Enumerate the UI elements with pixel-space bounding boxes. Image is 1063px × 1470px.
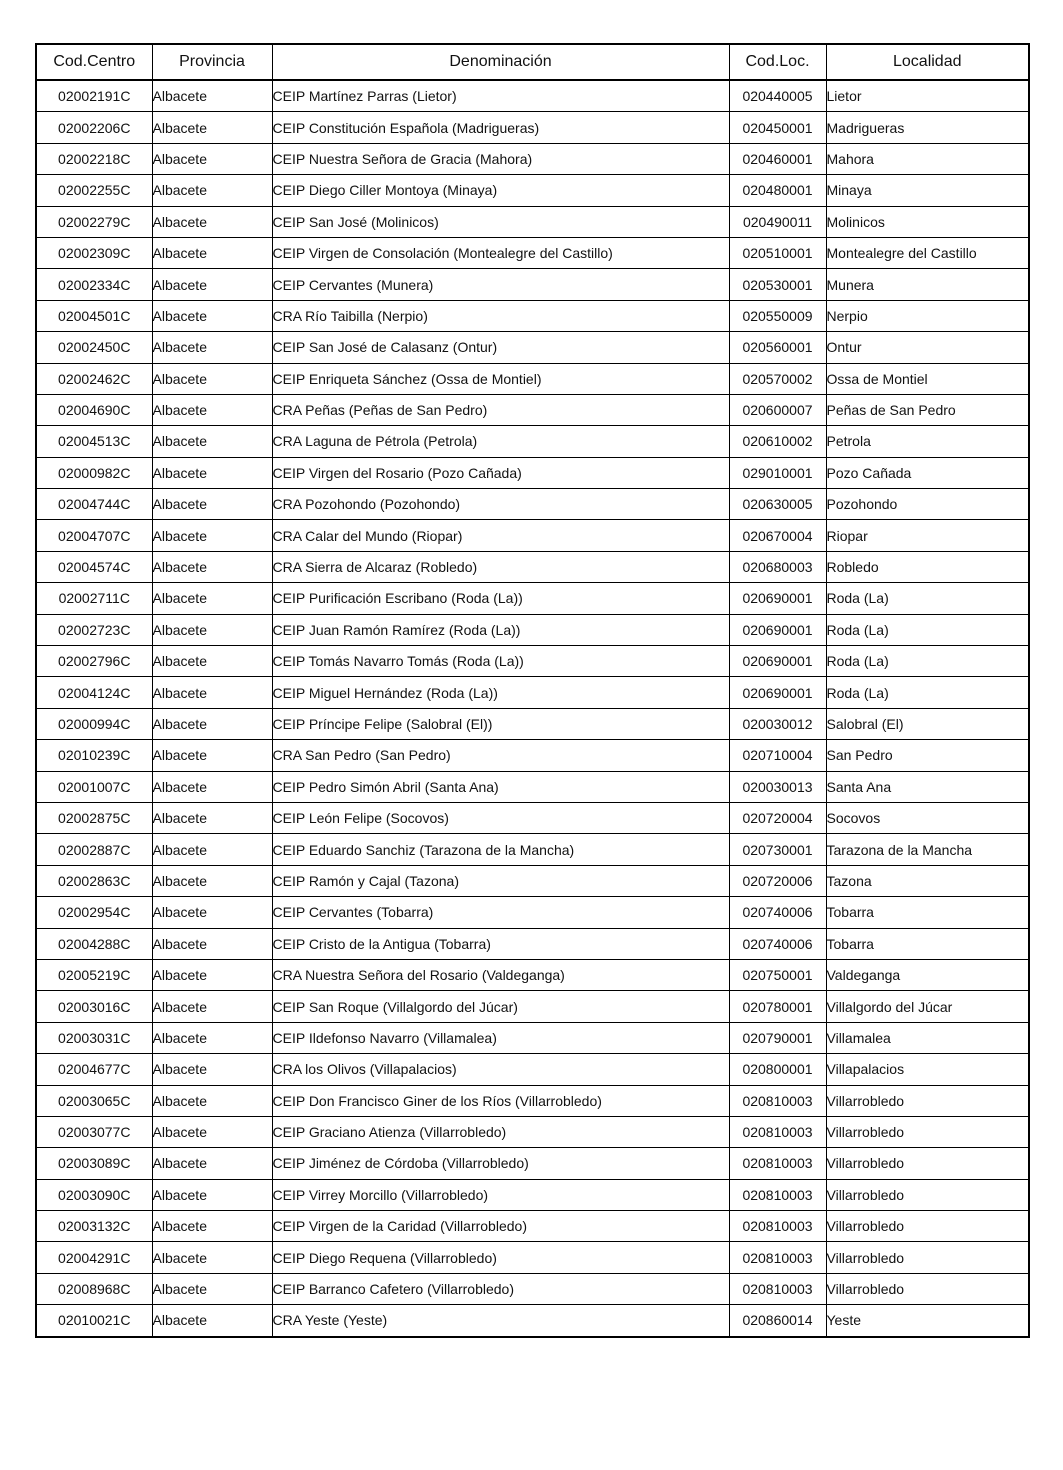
cell-cod-centro: 02002723C [36, 614, 152, 645]
table-row [36, 1305, 1029, 1337]
cell-cod-centro: 02002887C [36, 834, 152, 865]
cell-provincia: Albacete [152, 740, 272, 771]
cell-denominacion: CEIP Enriqueta Sánchez (Ossa de Montiel) [272, 363, 729, 394]
cell-denominacion: CEIP Príncipe Felipe (Salobral (El)) [272, 708, 729, 739]
cell-cod-centro: 02003132C [36, 1211, 152, 1242]
cell-cod-centro: 02010239C [36, 740, 152, 771]
cell-cod-centro: 02002711C [36, 583, 152, 614]
cell-provincia: Albacete [152, 583, 272, 614]
table-row [36, 1242, 1029, 1273]
cell-cod-centro: 02002863C [36, 865, 152, 896]
cell-provincia: Albacete [152, 80, 272, 112]
cell-cod-centro: 02003065C [36, 1085, 152, 1116]
cell-cod-centro: 02004744C [36, 489, 152, 520]
cell-denominacion: CRA Nuestra Señora del Rosario (Valdeganga) [272, 959, 729, 990]
table-row [36, 520, 1029, 551]
cell-localidad: Yeste [826, 1305, 1029, 1337]
cell-cod-loc: 020740006 [729, 897, 826, 928]
cell-cod-loc: 020610002 [729, 426, 826, 457]
cell-provincia: Albacete [152, 1211, 272, 1242]
cell-localidad: Tobarra [826, 897, 1029, 928]
table-row [36, 865, 1029, 896]
cell-cod-loc: 020570002 [729, 363, 826, 394]
cell-provincia: Albacete [152, 489, 272, 520]
table-row [36, 269, 1029, 300]
table-row [36, 834, 1029, 865]
cell-denominacion: CRA Sierra de Alcaraz (Robledo) [272, 551, 729, 582]
cell-cod-loc: 020720004 [729, 802, 826, 833]
table-row [36, 1211, 1029, 1242]
cell-denominacion: CEIP Don Francisco Giner de los Ríos (Villarrobledo) [272, 1085, 729, 1116]
cell-denominacion: CEIP Tomás Navarro Tomás (Roda (La)) [272, 646, 729, 677]
cell-localidad: Tarazona de la Mancha [826, 834, 1029, 865]
cell-cod-centro: 02005219C [36, 959, 152, 990]
cell-denominacion: CEIP Martínez Parras (Lietor) [272, 80, 729, 112]
cell-localidad: Nerpio [826, 300, 1029, 331]
cell-localidad: Minaya [826, 175, 1029, 206]
cell-cod-centro: 02004513C [36, 426, 152, 457]
cell-cod-loc: 020450001 [729, 112, 826, 143]
cell-provincia: Albacete [152, 646, 272, 677]
cell-provincia: Albacete [152, 206, 272, 237]
cell-cod-loc: 020730001 [729, 834, 826, 865]
table-header [36, 44, 1029, 80]
cell-denominacion: CRA Río Taibilla (Nerpio) [272, 300, 729, 331]
cell-provincia: Albacete [152, 363, 272, 394]
cell-cod-centro: 02003077C [36, 1116, 152, 1147]
table-row [36, 614, 1029, 645]
cell-localidad: Molinicos [826, 206, 1029, 237]
cell-provincia: Albacete [152, 332, 272, 363]
cell-denominacion: CEIP Ramón y Cajal (Tazona) [272, 865, 729, 896]
cell-localidad: Salobral (El) [826, 708, 1029, 739]
cell-provincia: Albacete [152, 1116, 272, 1147]
header-row [36, 44, 1029, 80]
cell-provincia: Albacete [152, 175, 272, 206]
table-row [36, 332, 1029, 363]
cell-denominacion: CEIP Cervantes (Munera) [272, 269, 729, 300]
cell-provincia: Albacete [152, 802, 272, 833]
table-row [36, 1148, 1029, 1179]
cell-localidad: Tobarra [826, 928, 1029, 959]
cell-cod-centro: 02010021C [36, 1305, 152, 1337]
cell-localidad: Montealegre del Castillo [826, 237, 1029, 268]
cell-cod-centro: 02002255C [36, 175, 152, 206]
cell-localidad: Roda (La) [826, 614, 1029, 645]
table-row [36, 1179, 1029, 1210]
cell-cod-centro: 02004288C [36, 928, 152, 959]
cell-localidad: Villarrobledo [826, 1116, 1029, 1147]
cell-cod-loc: 020030013 [729, 771, 826, 802]
table-row [36, 394, 1029, 425]
table-row [36, 740, 1029, 771]
cell-cod-loc: 020690001 [729, 646, 826, 677]
cell-cod-loc: 020690001 [729, 677, 826, 708]
table-row [36, 677, 1029, 708]
cell-localidad: Lietor [826, 80, 1029, 112]
header-cod-centro: Cod.Centro [36, 44, 152, 80]
cell-localidad: Valdeganga [826, 959, 1029, 990]
cell-provincia: Albacete [152, 865, 272, 896]
cell-localidad: Ossa de Montiel [826, 363, 1029, 394]
header-cod-loc: Cod.Loc. [729, 44, 826, 80]
table-row [36, 1273, 1029, 1304]
cell-localidad: Villarrobledo [826, 1179, 1029, 1210]
cell-cod-loc: 020560001 [729, 332, 826, 363]
cell-provincia: Albacete [152, 237, 272, 268]
cell-denominacion: CEIP Juan Ramón Ramírez (Roda (La)) [272, 614, 729, 645]
cell-provincia: Albacete [152, 677, 272, 708]
cell-provincia: Albacete [152, 834, 272, 865]
table-row [36, 489, 1029, 520]
cell-denominacion: CRA San Pedro (San Pedro) [272, 740, 729, 771]
cell-cod-centro: 02004574C [36, 551, 152, 582]
cell-cod-loc: 020630005 [729, 489, 826, 520]
cell-cod-loc: 020510001 [729, 237, 826, 268]
cell-cod-loc: 020460001 [729, 143, 826, 174]
cell-localidad: Pozo Cañada [826, 457, 1029, 488]
cell-provincia: Albacete [152, 708, 272, 739]
table-row [36, 426, 1029, 457]
cell-provincia: Albacete [152, 112, 272, 143]
header-denominacion: Denominación [272, 44, 729, 80]
cell-cod-centro: 02002191C [36, 80, 152, 112]
cell-cod-loc: 020550009 [729, 300, 826, 331]
cell-denominacion: CRA Laguna de Pétrola (Petrola) [272, 426, 729, 457]
table-row [36, 1054, 1029, 1085]
cell-provincia: Albacete [152, 269, 272, 300]
cell-cod-centro: 02004707C [36, 520, 152, 551]
cell-cod-loc: 020810003 [729, 1273, 826, 1304]
cell-cod-loc: 020810003 [729, 1085, 826, 1116]
cell-provincia: Albacete [152, 991, 272, 1022]
cell-cod-centro: 02004124C [36, 677, 152, 708]
table-row [36, 708, 1029, 739]
cell-cod-centro: 02000982C [36, 457, 152, 488]
cell-cod-loc: 020800001 [729, 1054, 826, 1085]
cell-localidad: Villarrobledo [826, 1148, 1029, 1179]
cell-provincia: Albacete [152, 457, 272, 488]
cell-localidad: Petrola [826, 426, 1029, 457]
cell-cod-loc: 020710004 [729, 740, 826, 771]
cell-denominacion: CEIP Virrey Morcillo (Villarrobledo) [272, 1179, 729, 1210]
cell-cod-loc: 020530001 [729, 269, 826, 300]
table-row [36, 583, 1029, 614]
cell-provincia: Albacete [152, 300, 272, 331]
cell-cod-loc: 020690001 [729, 583, 826, 614]
cell-cod-loc: 020030012 [729, 708, 826, 739]
cell-localidad: Pozohondo [826, 489, 1029, 520]
cell-cod-loc: 020440005 [729, 80, 826, 112]
cell-cod-loc: 020740006 [729, 928, 826, 959]
cell-localidad: Roda (La) [826, 677, 1029, 708]
schools-table [35, 43, 1030, 1338]
cell-localidad: Mahora [826, 143, 1029, 174]
table-row [36, 771, 1029, 802]
cell-cod-centro: 02004677C [36, 1054, 152, 1085]
table-row [36, 112, 1029, 143]
cell-denominacion: CRA los Olivos (Villapalacios) [272, 1054, 729, 1085]
cell-localidad: Roda (La) [826, 583, 1029, 614]
cell-provincia: Albacete [152, 771, 272, 802]
cell-provincia: Albacete [152, 394, 272, 425]
cell-localidad: Villapalacios [826, 1054, 1029, 1085]
cell-provincia: Albacete [152, 1273, 272, 1304]
cell-denominacion: CRA Calar del Mundo (Riopar) [272, 520, 729, 551]
cell-provincia: Albacete [152, 551, 272, 582]
table-row [36, 457, 1029, 488]
cell-cod-centro: 02002334C [36, 269, 152, 300]
cell-provincia: Albacete [152, 1022, 272, 1053]
table-row [36, 991, 1029, 1022]
cell-denominacion: CEIP Virgen de la Caridad (Villarrobledo) [272, 1211, 729, 1242]
cell-denominacion: CEIP León Felipe (Socovos) [272, 802, 729, 833]
cell-denominacion: CEIP Nuestra Señora de Gracia (Mahora) [272, 143, 729, 174]
cell-provincia: Albacete [152, 1305, 272, 1337]
cell-cod-loc: 020480001 [729, 175, 826, 206]
cell-denominacion: CEIP San Roque (Villalgordo del Júcar) [272, 991, 729, 1022]
cell-denominacion: CRA Peñas (Peñas de San Pedro) [272, 394, 729, 425]
cell-provincia: Albacete [152, 1148, 272, 1179]
cell-denominacion: CEIP Miguel Hernández (Roda (La)) [272, 677, 729, 708]
cell-cod-centro: 02004690C [36, 394, 152, 425]
cell-localidad: Ontur [826, 332, 1029, 363]
table-row [36, 928, 1029, 959]
cell-localidad: San Pedro [826, 740, 1029, 771]
cell-cod-centro: 02002309C [36, 237, 152, 268]
table-row [36, 300, 1029, 331]
cell-provincia: Albacete [152, 143, 272, 174]
cell-localidad: Roda (La) [826, 646, 1029, 677]
cell-provincia: Albacete [152, 520, 272, 551]
cell-provincia: Albacete [152, 614, 272, 645]
cell-cod-loc: 020680003 [729, 551, 826, 582]
cell-denominacion: CEIP San José de Calasanz (Ontur) [272, 332, 729, 363]
cell-localidad: Villarrobledo [826, 1211, 1029, 1242]
cell-cod-loc: 020600007 [729, 394, 826, 425]
cell-provincia: Albacete [152, 426, 272, 457]
cell-cod-centro: 02002218C [36, 143, 152, 174]
cell-denominacion: CEIP Constitución Española (Madrigueras) [272, 112, 729, 143]
cell-provincia: Albacete [152, 1179, 272, 1210]
cell-provincia: Albacete [152, 1085, 272, 1116]
table-row [36, 206, 1029, 237]
cell-localidad: Villarrobledo [826, 1085, 1029, 1116]
cell-denominacion: CEIP Ildefonso Navarro (Villamalea) [272, 1022, 729, 1053]
cell-cod-loc: 020490011 [729, 206, 826, 237]
table-row [36, 143, 1029, 174]
cell-denominacion: CEIP Virgen de Consolación (Montealegre del Castillo) [272, 237, 729, 268]
cell-denominacion: CEIP Diego Requena (Villarrobledo) [272, 1242, 729, 1273]
table-row [36, 363, 1029, 394]
cell-localidad: Villamalea [826, 1022, 1029, 1053]
cell-cod-loc: 020810003 [729, 1148, 826, 1179]
cell-provincia: Albacete [152, 897, 272, 928]
cell-cod-centro: 02002450C [36, 332, 152, 363]
cell-cod-loc: 029010001 [729, 457, 826, 488]
header-provincia: Provincia [152, 44, 272, 80]
cell-cod-centro: 02002206C [36, 112, 152, 143]
cell-cod-centro: 02004501C [36, 300, 152, 331]
cell-provincia: Albacete [152, 1054, 272, 1085]
cell-denominacion: CRA Yeste (Yeste) [272, 1305, 729, 1337]
cell-provincia: Albacete [152, 959, 272, 990]
table-row [36, 802, 1029, 833]
table-row [36, 1116, 1029, 1147]
table-row [36, 175, 1029, 206]
cell-cod-loc: 020860014 [729, 1305, 826, 1337]
cell-denominacion: CEIP San José (Molinicos) [272, 206, 729, 237]
cell-cod-centro: 02003089C [36, 1148, 152, 1179]
cell-cod-centro: 02004291C [36, 1242, 152, 1273]
cell-cod-centro: 02001007C [36, 771, 152, 802]
cell-localidad: Peñas de San Pedro [826, 394, 1029, 425]
cell-cod-loc: 020670004 [729, 520, 826, 551]
table-row [36, 897, 1029, 928]
cell-localidad: Villarrobledo [826, 1273, 1029, 1304]
cell-cod-centro: 02002875C [36, 802, 152, 833]
cell-denominacion: CEIP Jiménez de Córdoba (Villarrobledo) [272, 1148, 729, 1179]
table-row [36, 1085, 1029, 1116]
cell-cod-centro: 02003090C [36, 1179, 152, 1210]
cell-cod-loc: 020790001 [729, 1022, 826, 1053]
header-localidad: Localidad [826, 44, 1029, 80]
cell-provincia: Albacete [152, 1242, 272, 1273]
cell-localidad: Villarrobledo [826, 1242, 1029, 1273]
cell-cod-loc: 020690001 [729, 614, 826, 645]
cell-localidad: Munera [826, 269, 1029, 300]
cell-cod-centro: 02003031C [36, 1022, 152, 1053]
cell-cod-centro: 02002954C [36, 897, 152, 928]
cell-cod-centro: 02000994C [36, 708, 152, 739]
cell-cod-centro: 02002796C [36, 646, 152, 677]
cell-localidad: Tazona [826, 865, 1029, 896]
cell-cod-loc: 020810003 [729, 1242, 826, 1273]
cell-provincia: Albacete [152, 928, 272, 959]
table-row [36, 959, 1029, 990]
table-row [36, 646, 1029, 677]
cell-cod-loc: 020720006 [729, 865, 826, 896]
cell-localidad: Socovos [826, 802, 1029, 833]
cell-denominacion: CRA Pozohondo (Pozohondo) [272, 489, 729, 520]
cell-denominacion: CEIP Pedro Simón Abril (Santa Ana) [272, 771, 729, 802]
table-row [36, 551, 1029, 582]
cell-cod-loc: 020750001 [729, 959, 826, 990]
table-row [36, 1022, 1029, 1053]
cell-cod-loc: 020780001 [729, 991, 826, 1022]
cell-localidad: Riopar [826, 520, 1029, 551]
cell-denominacion: CEIP Virgen del Rosario (Pozo Cañada) [272, 457, 729, 488]
cell-localidad: Villalgordo del Júcar [826, 991, 1029, 1022]
cell-denominacion: CEIP Purificación Escribano (Roda (La)) [272, 583, 729, 614]
cell-denominacion: CEIP Diego Ciller Montoya (Minaya) [272, 175, 729, 206]
table-row [36, 80, 1029, 112]
table-row [36, 237, 1029, 268]
cell-cod-centro: 02002462C [36, 363, 152, 394]
cell-denominacion: CEIP Cristo de la Antigua (Tobarra) [272, 928, 729, 959]
cell-cod-centro: 02002279C [36, 206, 152, 237]
cell-cod-loc: 020810003 [729, 1179, 826, 1210]
cell-cod-loc: 020810003 [729, 1116, 826, 1147]
cell-cod-centro: 02008968C [36, 1273, 152, 1304]
cell-cod-centro: 02003016C [36, 991, 152, 1022]
cell-cod-loc: 020810003 [729, 1211, 826, 1242]
cell-denominacion: CEIP Eduardo Sanchiz (Tarazona de la Mancha) [272, 834, 729, 865]
cell-denominacion: CEIP Barranco Cafetero (Villarrobledo) [272, 1273, 729, 1304]
table-body [36, 80, 1029, 1337]
cell-localidad: Robledo [826, 551, 1029, 582]
cell-denominacion: CEIP Cervantes (Tobarra) [272, 897, 729, 928]
cell-denominacion: CEIP Graciano Atienza (Villarrobledo) [272, 1116, 729, 1147]
cell-localidad: Madrigueras [826, 112, 1029, 143]
cell-localidad: Santa Ana [826, 771, 1029, 802]
